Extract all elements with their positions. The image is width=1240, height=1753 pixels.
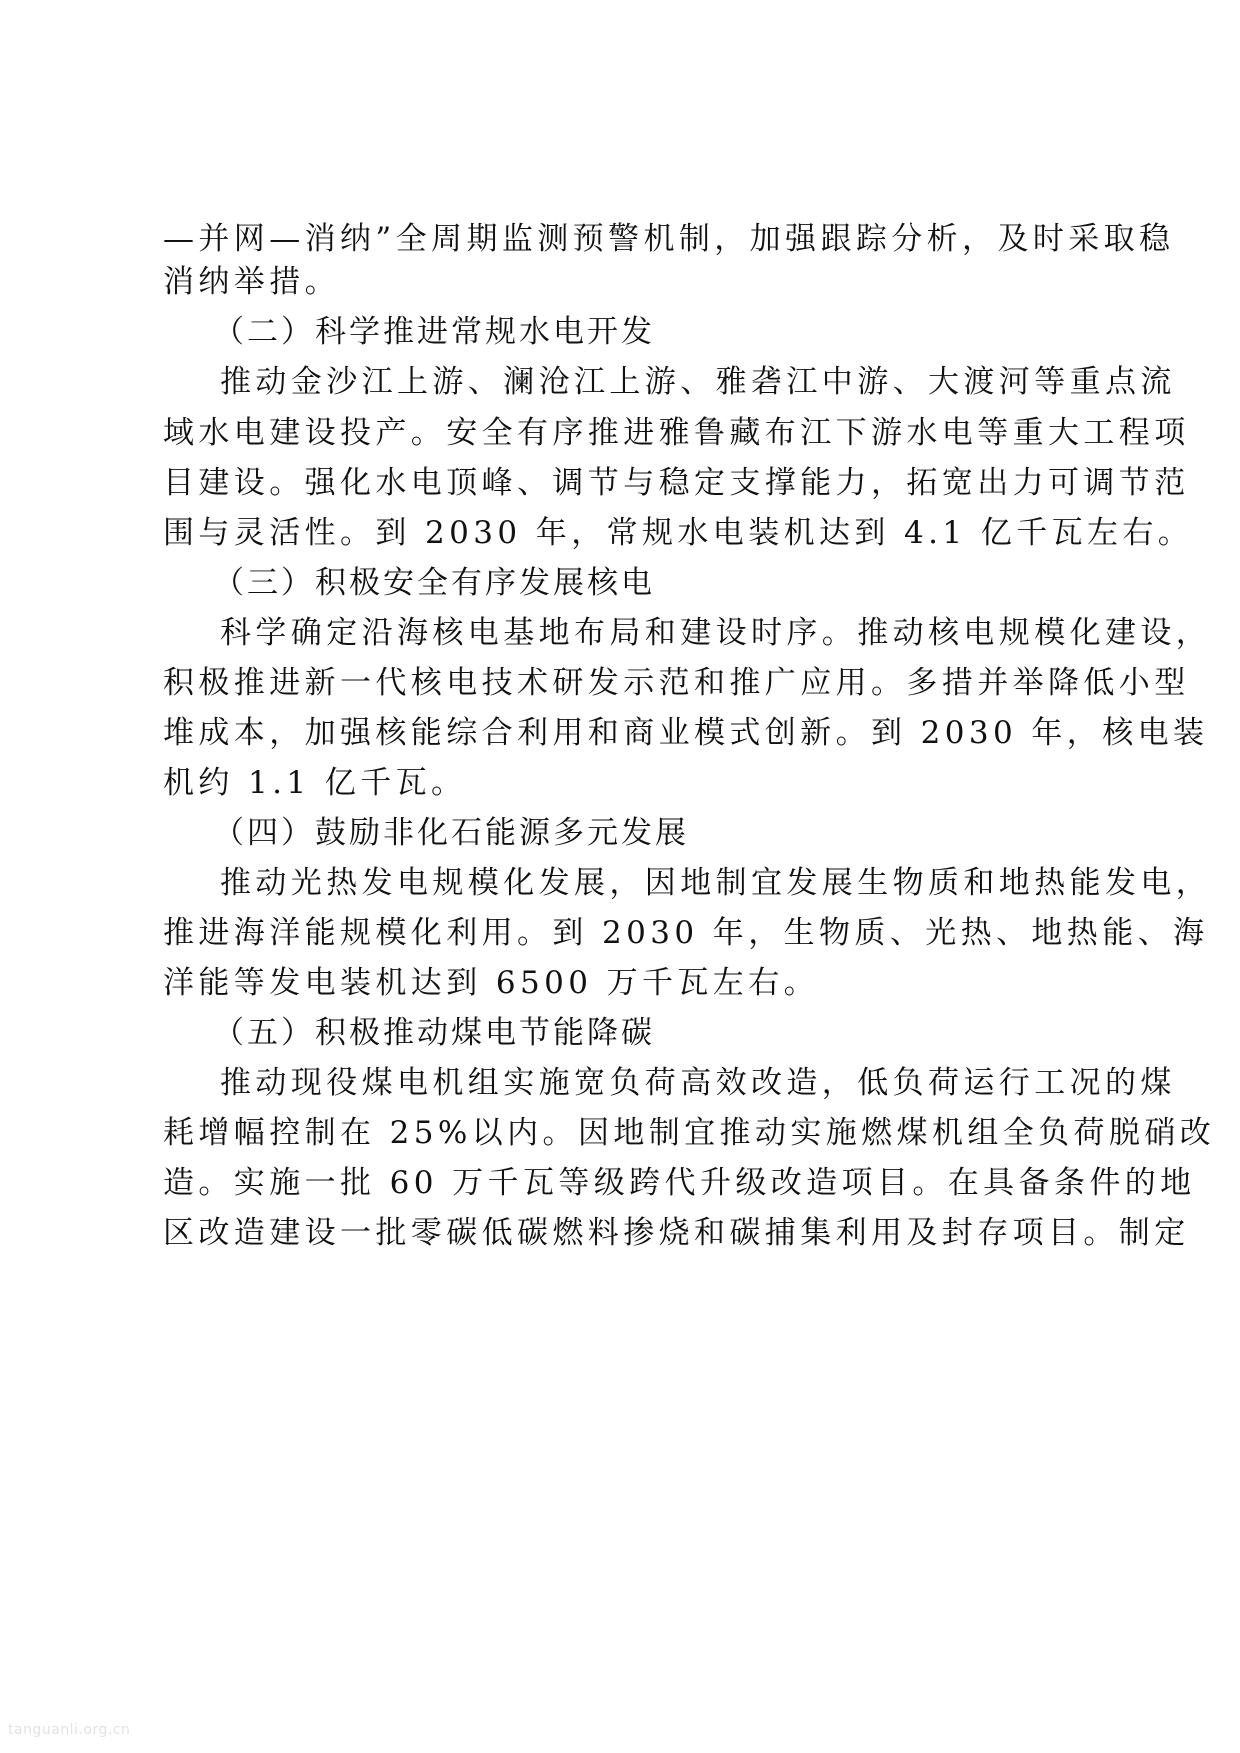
body-line-14: 推动现役煤电机组实施宽负荷高效改造，低负荷运行工况的煤 xyxy=(220,1065,1176,1101)
body-line-3: 推动金沙江上游、澜沧江上游、雅砻江中游、大渡河等重点流 xyxy=(220,364,1176,400)
body-line-8: 积极推进新一代核电技术研发示范和推广应用。多措并举降低小型 xyxy=(163,665,1190,701)
section-heading-4: （四）鼓励非化石能源多元发展 xyxy=(213,815,689,851)
body-line-6: 围与灵活性。到 2030 年，常规水电装机达到 4.1 亿千瓦左右。 xyxy=(163,515,1194,551)
body-line-7: 科学确定沿海核电基地布局和建设时序。推动核电规模化建设， xyxy=(220,615,1212,651)
body-line-11: 推动光热发电规模化发展，因地制宜发展生物质和地热能发电， xyxy=(220,865,1212,901)
section-heading-5: （五）积极推动煤电节能降碳 xyxy=(213,1015,655,1051)
body-line-4: 域水电建设投产。安全有序推进雅鲁藏布江下游水电等重大工程项 xyxy=(163,415,1190,451)
body-line-12: 推进海洋能规模化利用。到 2030 年，生物质、光热、地热能、海 xyxy=(163,915,1209,951)
watermark-text: tanguanli.org.cn xyxy=(8,1722,131,1738)
body-line-13: 洋能等发电装机达到 6500 万千瓦左右。 xyxy=(163,965,819,1001)
body-line-10: 机约 1.1 亿千瓦。 xyxy=(163,765,467,801)
body-line-17: 区改造建设一批零碳低碳燃料掺烧和碳捕集利用及封存项目。制定 xyxy=(163,1215,1190,1251)
section-heading-3: （三）积极安全有序发展核电 xyxy=(213,565,655,601)
body-line-9: 堆成本，加强核能综合利用和商业模式创新。到 2030 年，核电装 xyxy=(163,715,1209,751)
body-line-15: 耗增幅控制在 25%以内。因地制宜推动实施燃煤机组全负荷脱硝改 xyxy=(163,1115,1216,1151)
body-line-1: —并网—消纳”全周期监测预警机制，加强跟踪分析，及时采取稳 xyxy=(163,221,1175,257)
body-line-5: 目建设。强化水电顶峰、调节与稳定支撑能力，拓宽出力可调节范 xyxy=(163,465,1190,501)
body-line-16: 造。实施一批 60 万千瓦等级跨代升级改造项目。在具备条件的地 xyxy=(163,1165,1196,1201)
section-heading-2: （二）科学推进常规水电开发 xyxy=(213,314,655,350)
body-line-2: 消纳举措。 xyxy=(163,264,340,300)
